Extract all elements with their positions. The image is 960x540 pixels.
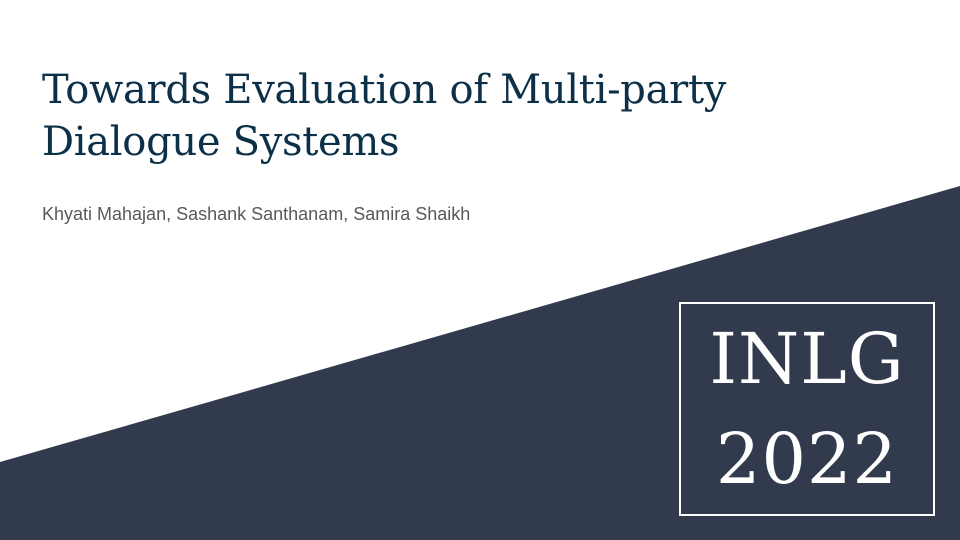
author-list: Khyati Mahajan, Sashank Santhanam, Samira Shaikh	[42, 204, 471, 224]
venue-year: 2022	[715, 418, 899, 500]
venue-badge	[679, 302, 935, 516]
venue-name: INLG	[709, 318, 905, 400]
slide-title: Towards Evaluation of Multi-party Dialogue Systems	[42, 67, 727, 165]
